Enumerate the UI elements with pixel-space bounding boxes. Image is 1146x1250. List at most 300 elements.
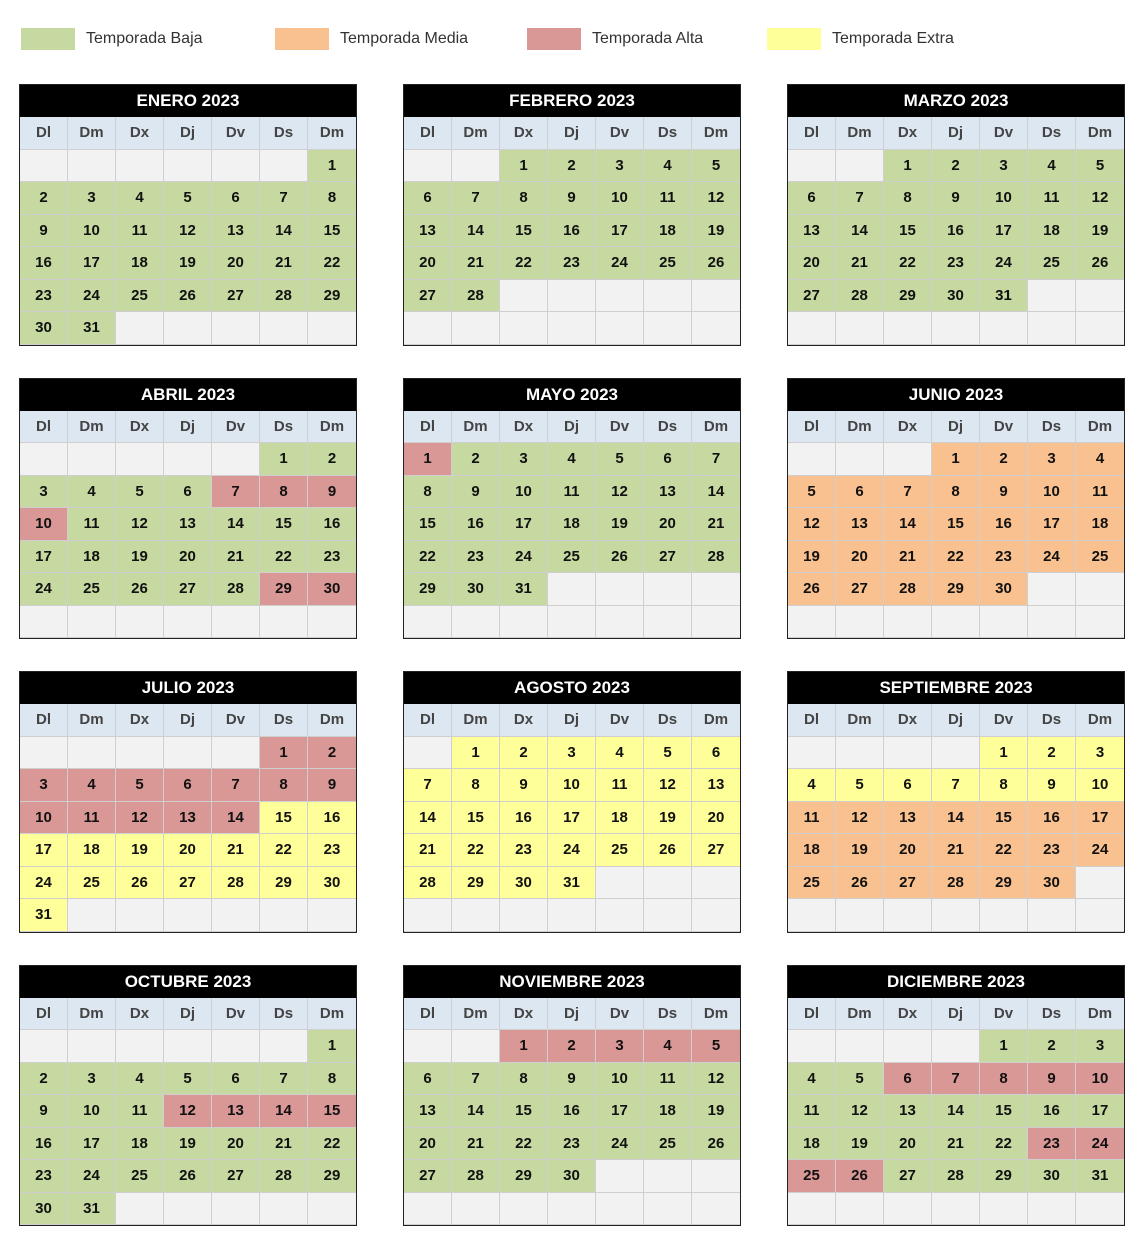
weekday-header: Dx — [500, 704, 548, 737]
day-cell: 2 — [500, 737, 548, 770]
day-cell: 13 — [788, 215, 836, 248]
day-cell: 17 — [548, 802, 596, 835]
empty-day-cell — [1076, 899, 1124, 932]
day-cell: 14 — [836, 215, 884, 248]
day-cell: 24 — [1076, 834, 1124, 867]
day-cell: 17 — [20, 834, 68, 867]
day-cell: 20 — [164, 834, 212, 867]
day-cell: 23 — [1028, 834, 1076, 867]
month-days-grid — [20, 117, 356, 345]
day-cell: 5 — [644, 737, 692, 770]
weekday-header: Dx — [116, 998, 164, 1031]
day-cell: 18 — [1076, 508, 1124, 541]
legend-label-baja: Temporada Baja — [86, 30, 203, 47]
day-cell: 24 — [20, 573, 68, 606]
month-calendar — [787, 965, 1125, 1227]
empty-day-cell — [884, 606, 932, 639]
day-cell: 15 — [308, 1095, 356, 1128]
day-cell: 23 — [308, 834, 356, 867]
day-cell: 9 — [452, 476, 500, 509]
day-cell: 11 — [788, 802, 836, 835]
empty-day-cell — [116, 312, 164, 345]
day-cell: 28 — [260, 1160, 308, 1193]
day-cell: 6 — [212, 1063, 260, 1096]
day-cell: 17 — [1076, 1095, 1124, 1128]
day-cell: 21 — [260, 247, 308, 280]
weekday-header: Dm — [308, 117, 356, 150]
day-cell: 1 — [308, 1030, 356, 1063]
weekday-header: Dx — [884, 117, 932, 150]
day-cell: 26 — [596, 541, 644, 574]
empty-day-cell — [452, 312, 500, 345]
day-cell: 25 — [596, 834, 644, 867]
day-cell: 15 — [404, 508, 452, 541]
day-cell: 29 — [308, 280, 356, 313]
empty-day-cell — [980, 1193, 1028, 1226]
day-cell: 30 — [452, 573, 500, 606]
day-cell: 6 — [788, 182, 836, 215]
empty-day-cell — [452, 1193, 500, 1226]
empty-day-cell — [1028, 1193, 1076, 1226]
day-cell: 7 — [212, 769, 260, 802]
day-cell: 14 — [212, 802, 260, 835]
day-cell: 21 — [836, 247, 884, 280]
day-cell: 24 — [596, 1128, 644, 1161]
day-cell: 21 — [452, 1128, 500, 1161]
empty-day-cell — [692, 573, 740, 606]
day-cell: 20 — [212, 247, 260, 280]
weekday-header: Dj — [548, 704, 596, 737]
empty-day-cell — [68, 1030, 116, 1063]
weekday-header: Dj — [548, 117, 596, 150]
day-cell: 11 — [644, 182, 692, 215]
day-cell: 29 — [260, 867, 308, 900]
month-title: DICIEMBRE 2023 — [788, 966, 1124, 998]
day-cell: 9 — [1028, 1063, 1076, 1096]
day-cell: 19 — [164, 247, 212, 280]
day-cell: 25 — [788, 867, 836, 900]
empty-day-cell — [1076, 867, 1124, 900]
legend-item-extra — [767, 27, 954, 51]
weekday-header: Dv — [212, 704, 260, 737]
day-cell: 25 — [68, 573, 116, 606]
day-cell: 27 — [884, 867, 932, 900]
weekday-header: Dv — [596, 704, 644, 737]
month-calendar — [787, 378, 1125, 640]
empty-day-cell — [980, 312, 1028, 345]
month-title: JUNIO 2023 — [788, 379, 1124, 411]
day-cell: 2 — [548, 1030, 596, 1063]
day-cell: 2 — [452, 443, 500, 476]
empty-day-cell — [644, 606, 692, 639]
day-cell: 25 — [788, 1160, 836, 1193]
day-cell: 5 — [164, 182, 212, 215]
day-cell: 26 — [836, 1160, 884, 1193]
month-days-grid — [404, 117, 740, 345]
day-cell: 17 — [1028, 508, 1076, 541]
empty-day-cell — [212, 899, 260, 932]
empty-day-cell — [116, 1030, 164, 1063]
legend-swatch-media — [275, 28, 329, 50]
day-cell: 18 — [548, 508, 596, 541]
day-cell: 18 — [788, 834, 836, 867]
legend-label-media: Temporada Media — [340, 30, 469, 47]
weekday-header: Ds — [260, 117, 308, 150]
day-cell: 10 — [1076, 1063, 1124, 1096]
day-cell: 5 — [116, 769, 164, 802]
day-cell: 3 — [596, 150, 644, 183]
day-cell: 26 — [644, 834, 692, 867]
day-cell: 1 — [404, 443, 452, 476]
empty-day-cell — [548, 573, 596, 606]
weekday-header: Dx — [116, 704, 164, 737]
day-cell: 22 — [404, 541, 452, 574]
day-cell: 11 — [644, 1063, 692, 1096]
day-cell: 29 — [500, 1160, 548, 1193]
day-cell: 16 — [980, 508, 1028, 541]
day-cell: 31 — [68, 1193, 116, 1226]
day-cell: 2 — [1028, 737, 1076, 770]
day-cell: 5 — [836, 769, 884, 802]
day-cell: 28 — [884, 573, 932, 606]
empty-day-cell — [788, 443, 836, 476]
day-cell: 1 — [500, 150, 548, 183]
weekday-header: Dx — [500, 998, 548, 1031]
day-cell: 31 — [980, 280, 1028, 313]
month-calendar — [403, 378, 741, 640]
day-cell: 26 — [692, 1128, 740, 1161]
weekday-header: Ds — [1028, 704, 1076, 737]
empty-day-cell — [596, 899, 644, 932]
weekday-header: Dl — [788, 117, 836, 150]
empty-day-cell — [20, 443, 68, 476]
legend-label-alta: Temporada Alta — [592, 30, 704, 47]
empty-day-cell — [596, 867, 644, 900]
day-cell: 25 — [1076, 541, 1124, 574]
empty-day-cell — [308, 312, 356, 345]
empty-day-cell — [20, 150, 68, 183]
day-cell: 17 — [68, 1128, 116, 1161]
month-calendar — [403, 84, 741, 346]
day-cell: 22 — [980, 1128, 1028, 1161]
day-cell: 22 — [308, 1128, 356, 1161]
day-cell: 2 — [932, 150, 980, 183]
empty-day-cell — [404, 1193, 452, 1226]
day-cell: 1 — [260, 737, 308, 770]
day-cell: 22 — [500, 247, 548, 280]
legend-label-extra: Temporada Extra — [832, 30, 954, 47]
day-cell: 3 — [980, 150, 1028, 183]
month-days-grid — [20, 704, 356, 932]
weekday-header: Dx — [116, 411, 164, 444]
empty-day-cell — [404, 606, 452, 639]
day-cell: 8 — [500, 1063, 548, 1096]
day-cell: 7 — [836, 182, 884, 215]
day-cell: 23 — [548, 1128, 596, 1161]
empty-day-cell — [644, 312, 692, 345]
day-cell: 28 — [212, 573, 260, 606]
empty-day-cell — [644, 899, 692, 932]
day-cell: 25 — [548, 541, 596, 574]
empty-day-cell — [116, 899, 164, 932]
day-cell: 17 — [500, 508, 548, 541]
day-cell: 16 — [308, 508, 356, 541]
day-cell: 4 — [644, 1030, 692, 1063]
empty-day-cell — [20, 737, 68, 770]
day-cell: 9 — [548, 1063, 596, 1096]
day-cell: 15 — [500, 1095, 548, 1128]
month-calendar — [787, 84, 1125, 346]
day-cell: 24 — [596, 247, 644, 280]
empty-day-cell — [212, 443, 260, 476]
empty-day-cell — [212, 1030, 260, 1063]
weekday-header: Ds — [644, 704, 692, 737]
day-cell: 5 — [1076, 150, 1124, 183]
day-cell: 8 — [260, 476, 308, 509]
day-cell: 20 — [644, 508, 692, 541]
day-cell: 20 — [788, 247, 836, 280]
day-cell: 19 — [836, 1128, 884, 1161]
day-cell: 10 — [980, 182, 1028, 215]
day-cell: 9 — [1028, 769, 1076, 802]
day-cell: 20 — [884, 1128, 932, 1161]
day-cell: 26 — [1076, 247, 1124, 280]
day-cell: 22 — [980, 834, 1028, 867]
weekday-header: Ds — [1028, 998, 1076, 1031]
empty-day-cell — [308, 899, 356, 932]
day-cell: 31 — [500, 573, 548, 606]
weekday-header: Dl — [788, 411, 836, 444]
day-cell: 23 — [20, 280, 68, 313]
day-cell: 8 — [260, 769, 308, 802]
day-cell: 12 — [836, 1095, 884, 1128]
empty-day-cell — [932, 1193, 980, 1226]
empty-day-cell — [788, 312, 836, 345]
empty-day-cell — [884, 443, 932, 476]
day-cell: 17 — [596, 1095, 644, 1128]
day-cell: 4 — [788, 769, 836, 802]
weekday-header: Dv — [980, 704, 1028, 737]
weekday-header: Dv — [212, 117, 260, 150]
empty-day-cell — [836, 899, 884, 932]
day-cell: 13 — [212, 215, 260, 248]
day-cell: 18 — [1028, 215, 1076, 248]
empty-day-cell — [404, 899, 452, 932]
weekday-header: Dl — [788, 704, 836, 737]
day-cell: 3 — [68, 1063, 116, 1096]
empty-day-cell — [788, 899, 836, 932]
day-cell: 18 — [116, 1128, 164, 1161]
weekday-header: Dl — [20, 704, 68, 737]
day-cell: 13 — [404, 215, 452, 248]
day-cell: 15 — [260, 802, 308, 835]
day-cell: 15 — [932, 508, 980, 541]
empty-day-cell — [260, 312, 308, 345]
day-cell: 13 — [884, 802, 932, 835]
weekday-header: Dv — [596, 117, 644, 150]
weekday-header: Dv — [596, 998, 644, 1031]
empty-day-cell — [1076, 280, 1124, 313]
empty-day-cell — [1076, 312, 1124, 345]
weekday-header: Dl — [20, 117, 68, 150]
day-cell: 29 — [932, 573, 980, 606]
day-cell: 25 — [116, 1160, 164, 1193]
day-cell: 21 — [692, 508, 740, 541]
day-cell: 11 — [116, 215, 164, 248]
empty-day-cell — [884, 1030, 932, 1063]
empty-day-cell — [836, 150, 884, 183]
empty-day-cell — [404, 312, 452, 345]
day-cell: 16 — [1028, 1095, 1076, 1128]
day-cell: 29 — [884, 280, 932, 313]
day-cell: 16 — [548, 215, 596, 248]
day-cell: 12 — [692, 182, 740, 215]
day-cell: 12 — [644, 769, 692, 802]
day-cell: 15 — [500, 215, 548, 248]
day-cell: 1 — [980, 737, 1028, 770]
day-cell: 11 — [548, 476, 596, 509]
empty-day-cell — [20, 606, 68, 639]
weekday-header: Dv — [980, 411, 1028, 444]
day-cell: 28 — [452, 1160, 500, 1193]
day-cell: 7 — [212, 476, 260, 509]
empty-day-cell — [212, 606, 260, 639]
day-cell: 25 — [116, 280, 164, 313]
day-cell: 26 — [164, 1160, 212, 1193]
weekday-header: Dj — [164, 704, 212, 737]
empty-day-cell — [164, 737, 212, 770]
weekday-header: Dx — [884, 998, 932, 1031]
day-cell: 26 — [116, 573, 164, 606]
month-title: ABRIL 2023 — [20, 379, 356, 411]
day-cell: 23 — [932, 247, 980, 280]
weekday-header: Ds — [644, 117, 692, 150]
day-cell: 14 — [260, 215, 308, 248]
month-title: MAYO 2023 — [404, 379, 740, 411]
day-cell: 21 — [212, 834, 260, 867]
day-cell: 7 — [404, 769, 452, 802]
day-cell: 9 — [932, 182, 980, 215]
day-cell: 28 — [452, 280, 500, 313]
day-cell: 24 — [980, 247, 1028, 280]
day-cell: 9 — [20, 1095, 68, 1128]
day-cell: 4 — [116, 182, 164, 215]
day-cell: 30 — [500, 867, 548, 900]
day-cell: 19 — [836, 834, 884, 867]
empty-day-cell — [1028, 312, 1076, 345]
day-cell: 23 — [452, 541, 500, 574]
empty-day-cell — [68, 899, 116, 932]
weekday-header: Dl — [404, 411, 452, 444]
day-cell: 6 — [164, 476, 212, 509]
day-cell: 11 — [68, 508, 116, 541]
day-cell: 30 — [20, 1193, 68, 1226]
empty-day-cell — [980, 606, 1028, 639]
day-cell: 5 — [836, 1063, 884, 1096]
day-cell: 10 — [500, 476, 548, 509]
month-title: NOVIEMBRE 2023 — [404, 966, 740, 998]
day-cell: 12 — [788, 508, 836, 541]
day-cell: 24 — [548, 834, 596, 867]
weekday-header: Dx — [116, 117, 164, 150]
weekday-header: Dj — [932, 704, 980, 737]
empty-day-cell — [116, 443, 164, 476]
day-cell: 15 — [884, 215, 932, 248]
empty-day-cell — [164, 899, 212, 932]
empty-day-cell — [500, 899, 548, 932]
day-cell: 19 — [116, 834, 164, 867]
weekday-header: Dm — [68, 704, 116, 737]
day-cell: 14 — [452, 1095, 500, 1128]
weekday-header: Dx — [500, 117, 548, 150]
day-cell: 19 — [1076, 215, 1124, 248]
day-cell: 16 — [20, 247, 68, 280]
weekday-header: Ds — [260, 998, 308, 1031]
day-cell: 8 — [308, 182, 356, 215]
day-cell: 16 — [452, 508, 500, 541]
day-cell: 6 — [836, 476, 884, 509]
day-cell: 27 — [212, 1160, 260, 1193]
day-cell: 7 — [692, 443, 740, 476]
weekday-header: Dl — [20, 998, 68, 1031]
empty-day-cell — [452, 150, 500, 183]
empty-day-cell — [548, 1193, 596, 1226]
day-cell: 28 — [212, 867, 260, 900]
empty-day-cell — [596, 606, 644, 639]
day-cell: 10 — [1028, 476, 1076, 509]
day-cell: 21 — [212, 541, 260, 574]
day-cell: 24 — [500, 541, 548, 574]
empty-day-cell — [788, 150, 836, 183]
weekday-header: Dm — [836, 704, 884, 737]
empty-day-cell — [788, 1193, 836, 1226]
day-cell: 14 — [692, 476, 740, 509]
empty-day-cell — [452, 899, 500, 932]
empty-day-cell — [404, 737, 452, 770]
day-cell: 17 — [1076, 802, 1124, 835]
day-cell: 17 — [980, 215, 1028, 248]
day-cell: 4 — [68, 476, 116, 509]
day-cell: 3 — [1028, 443, 1076, 476]
day-cell: 2 — [548, 150, 596, 183]
day-cell: 19 — [116, 541, 164, 574]
day-cell: 28 — [836, 280, 884, 313]
day-cell: 25 — [1028, 247, 1076, 280]
day-cell: 5 — [788, 476, 836, 509]
day-cell: 30 — [308, 867, 356, 900]
month-title: MARZO 2023 — [788, 85, 1124, 117]
weekday-header: Dj — [164, 998, 212, 1031]
weekday-header: Ds — [1028, 117, 1076, 150]
weekday-header: Dv — [596, 411, 644, 444]
day-cell: 16 — [500, 802, 548, 835]
month-calendar — [787, 671, 1125, 933]
empty-day-cell — [1076, 606, 1124, 639]
weekday-header: Dv — [980, 117, 1028, 150]
day-cell: 27 — [164, 867, 212, 900]
day-cell: 2 — [20, 182, 68, 215]
day-cell: 24 — [1076, 1128, 1124, 1161]
weekday-header: Dm — [1076, 411, 1124, 444]
empty-day-cell — [260, 606, 308, 639]
day-cell: 6 — [884, 769, 932, 802]
weekday-header: Dm — [452, 704, 500, 737]
month-calendar — [19, 378, 357, 640]
day-cell: 20 — [404, 1128, 452, 1161]
day-cell: 12 — [164, 215, 212, 248]
day-cell: 4 — [1076, 443, 1124, 476]
day-cell: 15 — [980, 802, 1028, 835]
